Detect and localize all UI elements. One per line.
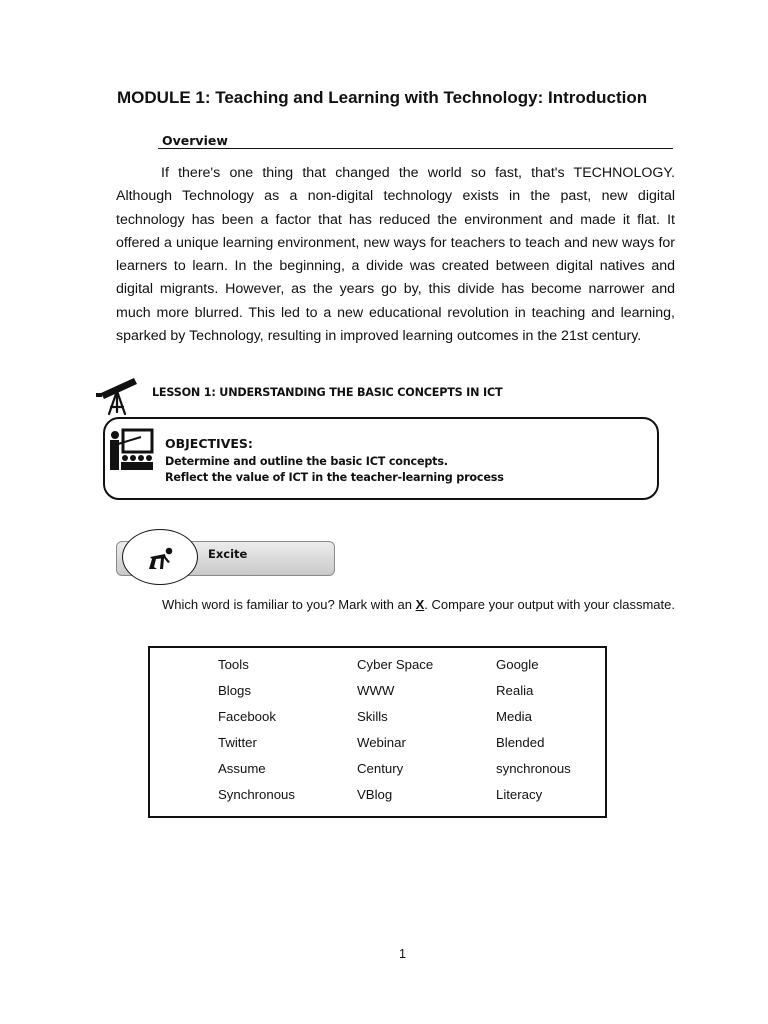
lesson-heading: LESSON 1: UNDERSTANDING THE BASIC CONCEPTS IN ICT [152, 386, 503, 399]
overview-paragraph: If there's one thing that changed the world so fast, that's TECHNOLOGY. Although Technology as a non-digital technology exists in the past, new digital technology has been a factor that has reduced the environment and made it flat. It offered a unique learning environment, new ways for teachers to teach and new ways for learners to learn. In the beginning, a divide was created between digital natives and digital migrants. However, as the years go by, this divide has become narrower and much more blurred. This led to a new educational revolution in teaching and learning, sparked by Technology, resulting in improved learning outcomes in the 21st century. [116, 165, 675, 345]
page-number: 1 [399, 947, 406, 961]
word-item: Cyber Space [357, 657, 434, 672]
word-item: Synchronous [218, 787, 295, 802]
overview-underline [158, 148, 673, 149]
word-item: Facebook [218, 709, 276, 724]
objective-item: Determine and outline the basic ICT concepts. [165, 455, 448, 468]
word-item: Blended [496, 735, 545, 750]
word-item: synchronous [496, 761, 571, 776]
word-item: Skills [357, 709, 388, 724]
word-item: Twitter [218, 735, 257, 750]
instruction-before: Which word is familiar to you? Mark with an [162, 597, 416, 612]
word-item: Google [496, 657, 539, 672]
word-grid [218, 657, 606, 813]
objective-item: Reflect the value of ICT in the teacher-learning process [165, 471, 504, 484]
word-item: WWW [357, 683, 395, 698]
telescope-icon [96, 376, 140, 416]
word-table [148, 646, 607, 818]
instruction-after: . Compare your output with your classmate. [424, 597, 675, 612]
word-item: Blogs [218, 683, 251, 698]
word-item: Media [496, 709, 532, 724]
module-title: MODULE 1: Teaching and Learning with Technology: Introduction [117, 88, 648, 107]
instruction-text [116, 597, 676, 613]
word-item: Tools [218, 657, 249, 672]
objectives-title: OBJECTIVES: [165, 436, 253, 451]
word-item: Assume [218, 761, 266, 776]
overview-heading: Overview [162, 133, 228, 148]
word-item: Literacy [496, 787, 543, 802]
word-item: VBlog [357, 787, 393, 802]
runner-start-icon [144, 545, 176, 571]
excite-label: Excite [208, 547, 248, 561]
mark-x: X [415, 597, 425, 612]
word-item: Webinar [357, 735, 406, 750]
teacher-presentation-icon [108, 428, 154, 472]
word-item: Realia [496, 683, 534, 698]
word-item: Century [357, 761, 404, 776]
